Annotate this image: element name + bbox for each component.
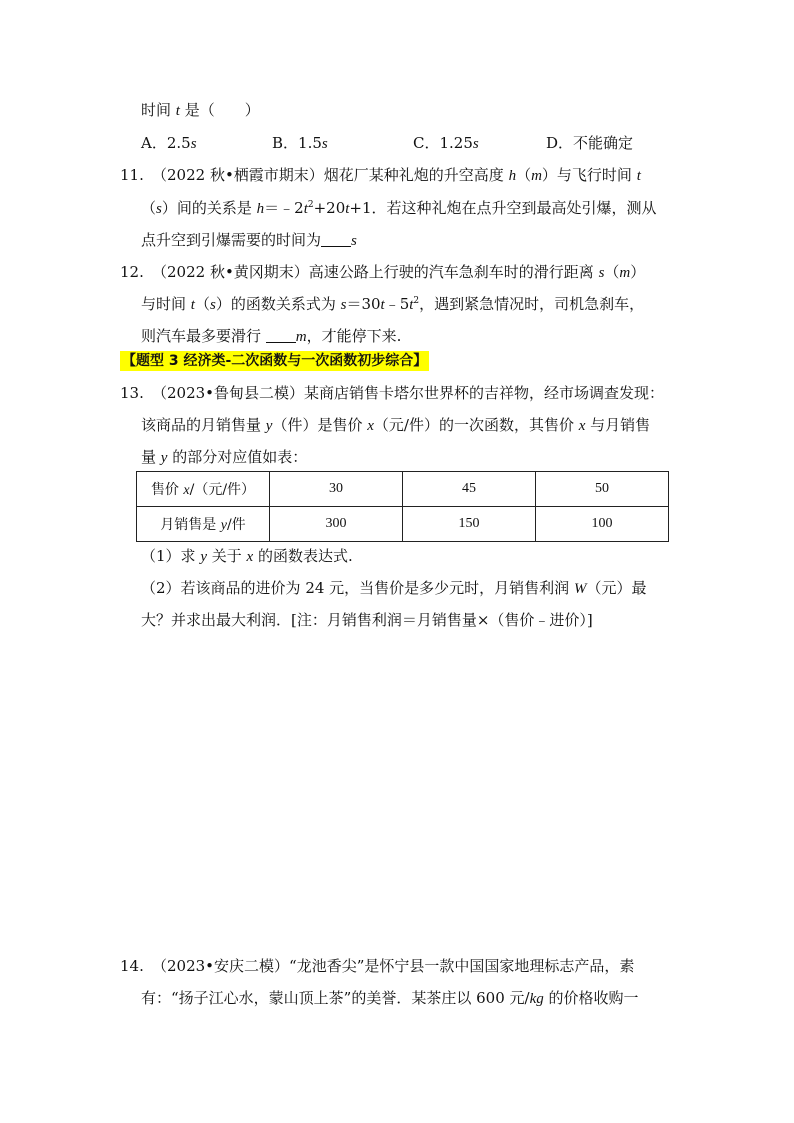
q12-text: （ xyxy=(604,263,620,281)
option-unit: s xyxy=(190,136,197,152)
q12-line-2 xyxy=(141,294,644,314)
section-heading: 【题型 3 经济类-二次函数与一次函数初步综合】 xyxy=(122,353,428,369)
table-cell: 100 xyxy=(536,507,669,542)
q11-text: （2022 秋•栖霞市期末）烟花厂某种礼炮的升空高度 xyxy=(152,166,509,184)
var-t: t xyxy=(345,201,350,217)
q12-text: ，才能停下来. xyxy=(306,327,402,345)
q13-line-1 xyxy=(120,383,664,403)
option-unit: s xyxy=(321,136,328,152)
var-h: h xyxy=(508,168,517,184)
unit-m: m xyxy=(295,329,307,345)
q13-text: （元）最 xyxy=(586,579,647,597)
cell-text: /件 xyxy=(226,517,246,533)
q13-text: 量 xyxy=(141,448,161,466)
option-label: C． xyxy=(413,134,440,152)
q11-text: ）间的关系是 xyxy=(161,199,257,217)
var-s: s xyxy=(598,265,605,281)
var-t: t xyxy=(175,103,180,119)
var-t: t xyxy=(409,297,414,313)
table-row xyxy=(137,507,669,542)
q11-text: +20 xyxy=(313,199,346,217)
table-row xyxy=(137,472,669,507)
q14-line-1 xyxy=(120,956,634,976)
cell-text: /（元/件） xyxy=(189,482,256,498)
exponent: 2 xyxy=(307,200,314,210)
question-number: 12. xyxy=(120,263,144,281)
q13-text: 关于 xyxy=(206,547,247,565)
q11-text: 点升空到引爆需要的时间为 xyxy=(141,231,322,249)
q11-text: ）与飞行时间 xyxy=(541,166,637,184)
var-s: s xyxy=(340,297,347,313)
unit-m: m xyxy=(531,168,542,184)
q14-text: 的价格收购一 xyxy=(543,989,639,1007)
q10-option-c xyxy=(413,133,479,153)
q13-text: 大？并求出最大利润．[注：月销售利润＝月销售量×（售价﹣进价）] xyxy=(141,611,593,629)
q12-text: ﹣5 xyxy=(384,295,410,313)
unit-m: m xyxy=(619,265,631,281)
q13-text: 的函数表达式. xyxy=(253,547,353,565)
var-x: x xyxy=(183,483,190,498)
q11-line-1 xyxy=(120,165,641,185)
q14-text: 有：“扬子江心水，蒙山顶上茶”的美誉．某茶庄以 600 元/ xyxy=(141,989,530,1007)
q13-part-2 xyxy=(141,578,646,598)
var-t: t xyxy=(636,168,641,184)
q12-text: ）的函数关系式为 xyxy=(215,295,341,313)
q13-text: （1）求 xyxy=(141,547,201,565)
q10-continuation xyxy=(141,100,260,120)
var-w: W xyxy=(573,581,587,597)
var-y: y xyxy=(265,418,273,434)
q11-text: （ xyxy=(516,166,532,184)
table-cell: 45 xyxy=(403,472,536,507)
var-t: t xyxy=(380,297,385,313)
q10-option-d xyxy=(546,133,633,153)
q12-text: （ xyxy=(194,295,210,313)
q12-line-1 xyxy=(120,262,645,282)
option-label: D． xyxy=(546,134,574,152)
q11-line-2 xyxy=(141,198,657,218)
q13-part-2-cont xyxy=(141,610,593,630)
var-x: x xyxy=(367,418,374,434)
var-t: t xyxy=(303,201,308,217)
q13-text: （件）是售价 xyxy=(272,416,368,434)
q13-text: （元/件）的一次函数，其售价 xyxy=(373,416,579,434)
q12-text: ） xyxy=(630,263,646,281)
cell-text: 月销售是 xyxy=(160,517,221,533)
cell-text: 售价 xyxy=(150,482,184,498)
row-header-sales xyxy=(137,507,270,542)
q11-text: +1．若这种礼炮在点升空到最高处引爆，测从 xyxy=(349,199,657,217)
var-t: t xyxy=(190,297,195,313)
q10-option-a xyxy=(141,133,197,153)
q13-text: 与月销售 xyxy=(585,416,651,434)
q10-text: 时间 xyxy=(141,101,176,119)
question-number: 13. xyxy=(120,384,144,402)
answer-blank[interactable] xyxy=(321,231,351,247)
var-x: x xyxy=(578,418,586,434)
price-sales-table xyxy=(136,471,669,542)
q12-text: 与时间 xyxy=(141,295,191,313)
question-number: 14. xyxy=(120,957,144,975)
q12-text: ＝30 xyxy=(346,295,381,313)
q12-text: 则汽车最多要滑行 xyxy=(141,327,266,345)
q13-line-2 xyxy=(141,415,650,435)
option-value: 1.5 xyxy=(298,134,322,152)
option-value: 不能确定 xyxy=(573,134,634,152)
table-cell: 150 xyxy=(403,507,536,542)
option-unit: s xyxy=(472,136,479,152)
q12-text: （2022 秋•黄冈期末）高速公路上行驶的汽车急刹车时的滑行距离 xyxy=(152,263,599,281)
exponent: 2 xyxy=(413,296,420,306)
option-label: A． xyxy=(141,134,167,152)
unit-s: s xyxy=(351,233,357,249)
q13-text: （2023•鲁甸县二模）某商店销售卡塔尔世界杯的吉祥物，经市场调查发现： xyxy=(152,384,665,402)
unit-s: s xyxy=(209,297,216,313)
table-cell: 30 xyxy=(270,472,403,507)
option-value: 2.5 xyxy=(166,134,191,152)
option-value: 1.25 xyxy=(439,134,473,152)
q13-part-1 xyxy=(141,546,353,566)
q10-text: 是（ ） xyxy=(179,101,260,119)
var-y: y xyxy=(200,549,207,565)
q13-line-3 xyxy=(141,447,307,467)
var-y: y xyxy=(160,450,168,466)
q13-text: （2）若该商品的进价为 24 元，当售价是多少元时，月销售利润 xyxy=(141,579,574,597)
q13-text: 该商品的月销售量 xyxy=(141,416,266,434)
var-x: x xyxy=(246,549,254,565)
question-number: 11. xyxy=(120,166,144,184)
q11-text: ＝﹣2 xyxy=(264,199,304,217)
q13-text: 的部分对应值如表： xyxy=(167,448,308,466)
q11-text: （ xyxy=(141,199,157,217)
q12-line-3 xyxy=(141,326,401,346)
row-header-price xyxy=(137,472,270,507)
answer-blank[interactable] xyxy=(266,327,296,343)
q11-line-3 xyxy=(141,230,357,250)
table-cell: 50 xyxy=(536,472,669,507)
unit-s: s xyxy=(156,201,162,217)
q12-text: ，遇到紧急情况时，司机急刹车， xyxy=(419,295,645,313)
var-h: h xyxy=(256,201,265,217)
q14-text: （2023•安庆二模）“龙池香尖”是怀宁县一款中国国家地理标志产品，素 xyxy=(152,957,635,975)
var-y: y xyxy=(220,518,227,533)
q14-line-2 xyxy=(141,988,639,1008)
unit-kg: kg xyxy=(529,991,544,1007)
q10-option-b xyxy=(272,133,328,153)
table-cell: 300 xyxy=(270,507,403,542)
option-label: B． xyxy=(272,134,299,152)
